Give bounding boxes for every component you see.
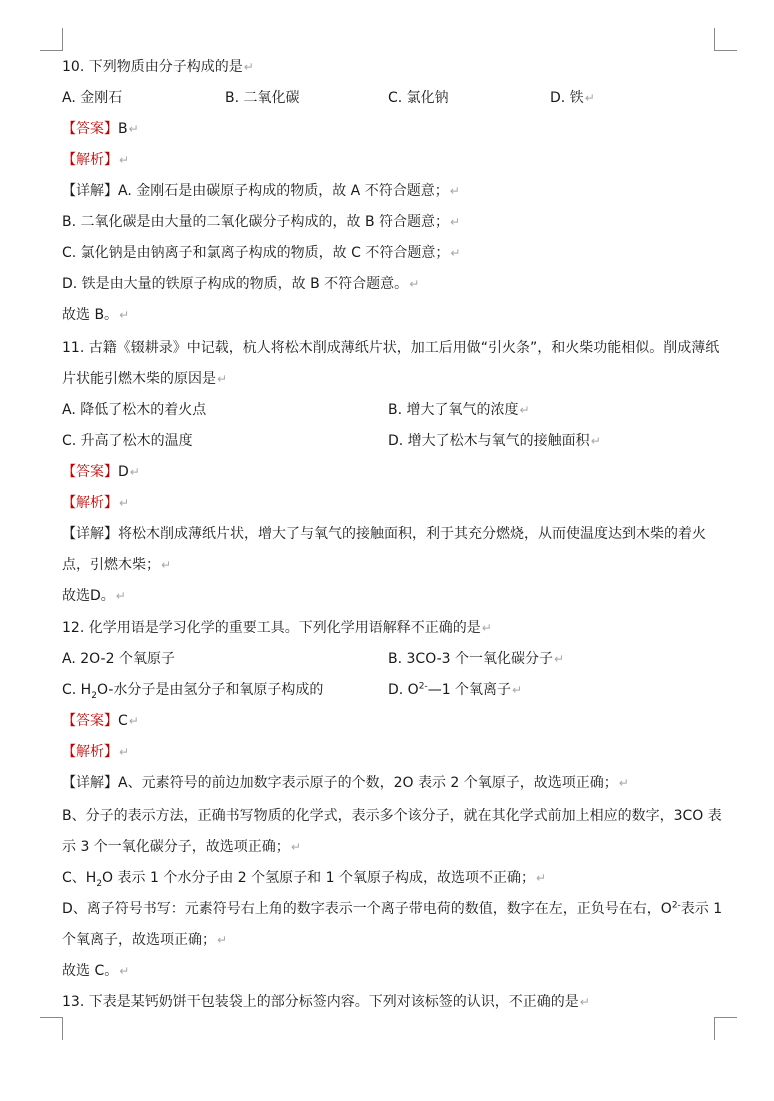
q10-detail-a: 【详解】A. 金刚石是由碳原子构成的物质，故 A 不符合题意；↵	[62, 183, 460, 199]
q11-option-c: C. 升高了松木的温度	[62, 433, 193, 449]
q10-detail-d: D. 铁是由大量的铁原子构成的物质，故 B 不符合题意。↵	[62, 276, 420, 292]
q11-stem-line-1: 11. 古籍《辍耕录》中记载，杭人将松木削成薄纸片状，加工后用做“引火条”，和火柴功能相似。削成薄纸	[62, 340, 720, 356]
q11-option-d: D. 增大了松木与氧气的接触面积↵	[388, 433, 601, 449]
q11-detail-line-1: 【详解】将松木削成薄纸片状，增大了与氧气的接触面积，利于其充分燃烧，从而使温度达到木柴的着火	[62, 526, 706, 542]
q12-answer: 【答案】C↵	[62, 713, 139, 729]
page-corner-top-left	[40, 28, 63, 51]
q12-detail-c: C、$H_2O$ 表示 1 个水分子由 2 个氢原子和 1 个氧原子构成，故选项不正确；↵	[62, 870, 547, 889]
q10-option-c: C. 氯化钠	[388, 90, 449, 106]
q10-analysis-heading: 【解析】↵	[62, 152, 130, 168]
q10-conclusion: 故选 B。↵	[62, 307, 130, 323]
q11-detail-line-2: 点，引燃木柴；↵	[62, 557, 172, 573]
q11-option-a: A. 降低了松木的着火点	[62, 402, 207, 418]
q10-option-d: D. 铁↵	[550, 90, 595, 106]
q10-detail-b: B. 二氧化碳是由大量的二氧化碳分子构成的，故 B 符合题意；↵	[62, 214, 461, 230]
q13-stem: 13. 下表是某钙奶饼干包装袋上的部分标签内容。下列对该标签的认识，不正确的是↵	[62, 994, 590, 1010]
q11-option-b: B. 增大了氧气的浓度↵	[388, 402, 530, 418]
q12-detail-b-line-1: B、分子的表示方法，正确书写物质的化学式，表示多个该分子，就在其化学式前加上相应的数字，3CO 表	[62, 808, 722, 824]
q12-detail-d-line-1: D、离子符号书写：元素符号右上角的数字表示一个离子带电荷的数值，数字在左，正负号在右，$O^{2-}$表示 1	[62, 900, 723, 917]
q10-answer: 【答案】B↵	[62, 121, 139, 137]
q12-stem: 12. 化学用语是学习化学的重要工具。下列化学用语解释不正确的是↵	[62, 620, 492, 636]
q11-conclusion: 故选D。↵	[62, 588, 126, 604]
q11-analysis-heading: 【解析】↵	[62, 495, 130, 511]
q12-option-b: B. 3CO-3 个一氧化碳分子↵	[388, 651, 565, 667]
q12-option-c: C. $H_2O-$水分子是由氢分子和氧原子构成的	[62, 682, 324, 701]
q10-option-b: B. 二氧化碳	[225, 90, 300, 106]
page-corner-bottom-left	[40, 1017, 63, 1040]
q12-option-a: A. 2O-2 个氧原子	[62, 651, 175, 667]
q12-conclusion: 故选 C。↵	[62, 963, 130, 979]
q10-stem: 10. 下列物质由分子构成的是↵	[62, 59, 254, 75]
q11-answer: 【答案】D↵	[62, 464, 140, 480]
q12-detail-b-line-2: 示 3 个一氧化碳分子，故选项正确；↵	[62, 839, 301, 855]
q10-detail-c: C. 氯化钠是由钠离子和氯离子构成的物质，故 C 不符合题意；↵	[62, 245, 461, 261]
q10-option-a: A. 金刚石	[62, 90, 123, 106]
q11-stem-line-2: 片状能引燃木柴的原因是↵	[62, 371, 228, 387]
page-corner-top-right	[714, 28, 737, 51]
q12-analysis-heading: 【解析】↵	[62, 744, 130, 760]
q12-detail-a: 【详解】A、元素符号的前边加数字表示原子的个数，2O 表示 2 个氧原子，故选项正确；↵	[62, 775, 629, 791]
q12-option-d: D. $O^{2-}—1$ 个氧离子↵	[388, 681, 523, 698]
q12-detail-d-line-2: 个氧离子，故选项正确；↵	[62, 932, 228, 948]
page-corner-bottom-right	[714, 1017, 737, 1040]
